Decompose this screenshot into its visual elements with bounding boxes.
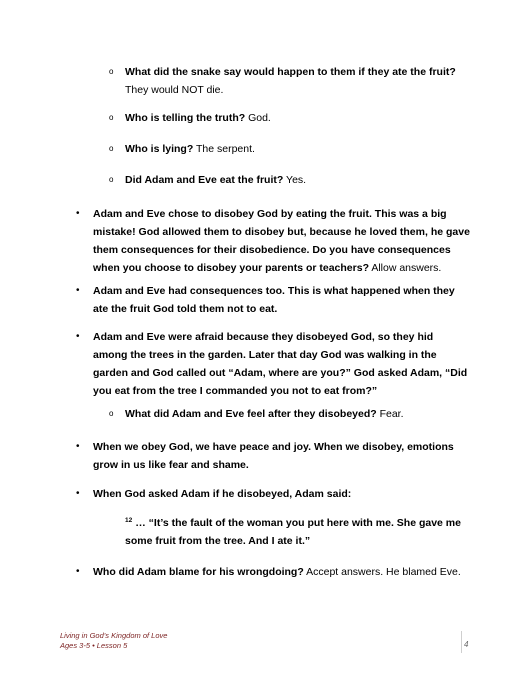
answer-text: The serpent. (193, 143, 255, 155)
answer-text: Yes. (283, 174, 307, 186)
bullet-dot-icon: • (76, 285, 80, 296)
statement-text: Adam and Eve were afraid because they disobeyed God, so they hid among the trees in the garden. Later that day God was walking in the garden and God called out “Adam, where are you?” God asked Adam, “Did you eat from the tree I commanded you not to eat from?” (93, 331, 468, 397)
question-text: What did the snake say would happen to them if they ate the fruit? (125, 66, 456, 78)
sub-bullet-snake-question (109, 63, 469, 99)
answer-text: Allow answers. (368, 262, 442, 274)
answer-text: Fear. (376, 408, 404, 420)
bullet-obey-peace (60, 438, 470, 474)
bullet-adam-said (60, 485, 470, 503)
sub-bullet-lying-question (109, 140, 469, 158)
bullet-dot-icon: • (76, 331, 80, 342)
bullet-dot-icon: • (76, 441, 80, 452)
bullet-text (93, 485, 470, 503)
question-text: Who is lying? (125, 143, 194, 155)
bullet-text (93, 328, 470, 400)
answer-text: Accept answers. He blamed Eve. (303, 566, 461, 578)
hollow-bullet-icon: o (109, 175, 114, 184)
bullet-dot-icon: • (76, 566, 80, 577)
scripture-quote (125, 514, 470, 550)
footer-series-title: Living in God’s Kingdom of Love (60, 631, 168, 640)
question-text: Did Adam and Eve eat the fruit? (125, 174, 284, 186)
page-footer (60, 631, 167, 651)
bullet-dot-icon: • (76, 208, 80, 219)
bullet-text (125, 109, 469, 127)
question-text: Who did Adam blame for his wrongdoing? (93, 566, 304, 578)
hollow-bullet-icon: o (109, 113, 114, 122)
verse-number: 12 (125, 517, 133, 524)
bullet-dot-icon: • (76, 488, 80, 499)
bullet-adam-blame (60, 563, 470, 581)
statement-text: Adam and Eve chose to disobey God by eating the fruit. This was a big mistake! God allowed them to disobey but, because he loved them, he gave them consequences for their disobedience. Do you have consequences when you choose to disobey your parents or teachers? (93, 208, 470, 274)
bullet-afraid-hid (60, 328, 470, 400)
bullet-text (93, 563, 470, 581)
bullet-text (125, 405, 469, 423)
sub-bullet-eat-question (109, 171, 469, 189)
hollow-bullet-icon: o (109, 67, 114, 76)
answer-text: They would NOT die. (125, 84, 224, 96)
bullet-chose-to-disobey (60, 205, 470, 277)
sub-bullet-feel-question (109, 405, 469, 423)
page-number: 4 (464, 640, 469, 649)
footer-divider (461, 631, 462, 653)
bullet-text (93, 282, 470, 318)
statement-text: When we obey God, we have peace and joy. When we disobey, emotions grow in us like fear and shame. (93, 441, 454, 471)
statement-text: Adam and Eve had consequences too. This is what happened when they ate the fruit God told them not to eat. (93, 285, 455, 315)
bullet-text (125, 140, 469, 158)
statement-text: When God asked Adam if he disobeyed, Adam said: (93, 488, 352, 500)
quote-text: … “It’s the fault of the woman you put here with me. She gave me some fruit from the tree. And I ate it.” (125, 517, 461, 547)
answer-text: God. (245, 112, 271, 124)
bullet-text (125, 171, 469, 189)
sub-bullet-truth-question (109, 109, 469, 127)
bullet-text (93, 205, 470, 277)
bullet-text (125, 63, 469, 99)
bullet-consequences-too (60, 282, 470, 318)
bullet-text (93, 438, 470, 474)
question-text: What did Adam and Eve feel after they disobeyed? (125, 408, 377, 420)
question-text: Who is telling the truth? (125, 112, 246, 124)
footer-lesson-info: Ages 3-5 • Lesson 5 (60, 641, 128, 650)
hollow-bullet-icon: o (109, 144, 114, 153)
hollow-bullet-icon: o (109, 409, 114, 418)
